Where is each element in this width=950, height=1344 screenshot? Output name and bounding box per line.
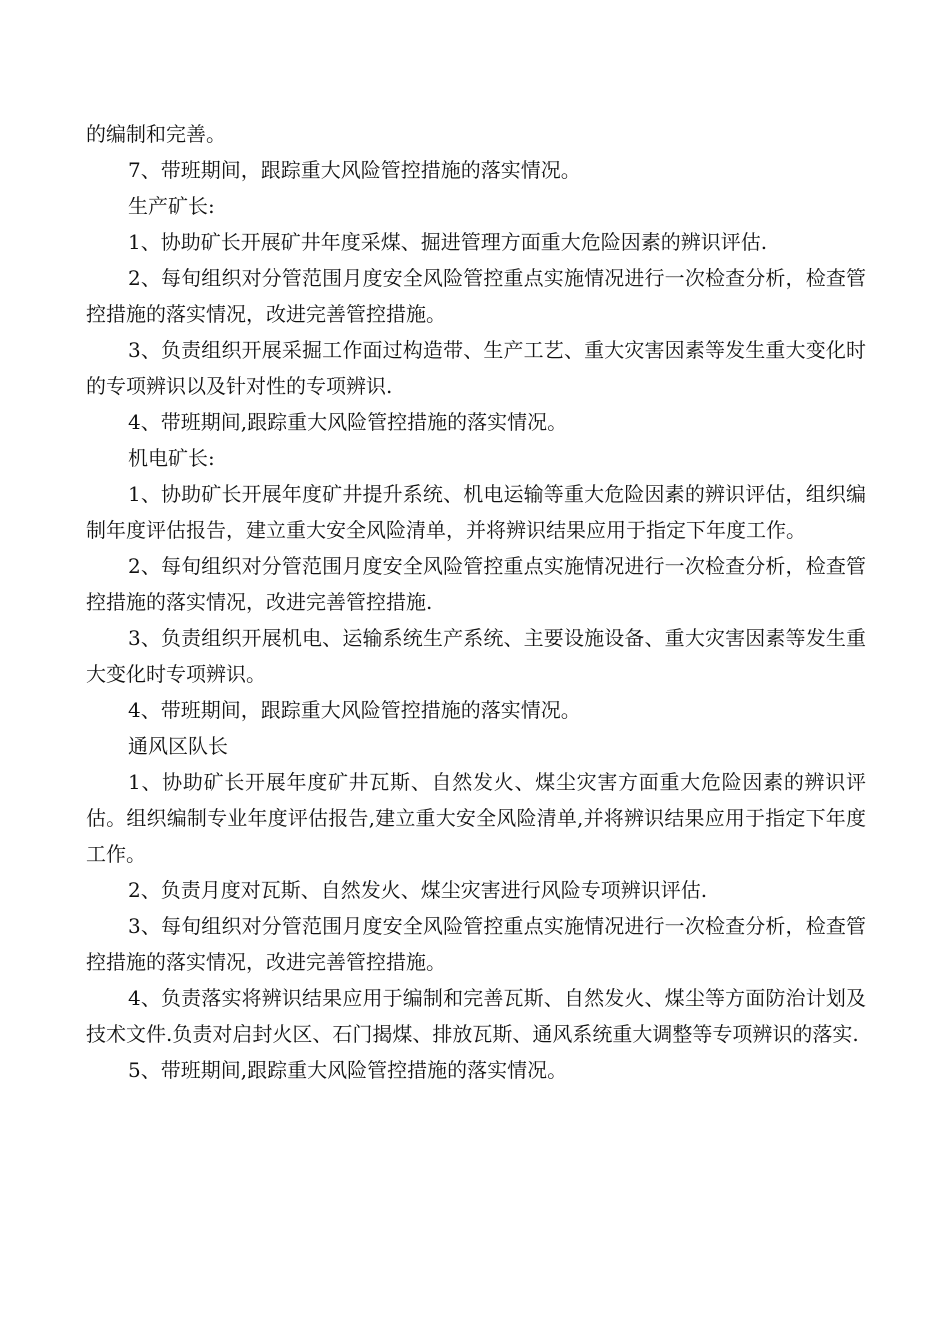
- paragraph: 3、每旬组织对分管范围月度安全风险管控重点实施情况进行一次检查分析，检查管控措施的落实情况，改进完善管控措施。: [86, 914, 866, 974]
- section-heading: 生产矿长:: [128, 194, 215, 218]
- paragraph: 2、每旬组织对分管范围月度安全风险管控重点实施情况进行一次检查分析，检查管控措施的落实情况，改进完善管控措施.: [86, 554, 866, 614]
- section-heading: 通风区队长: [128, 734, 228, 758]
- paragraph: 4、带班期间，跟踪重大风险管控措施的落实情况。: [128, 698, 581, 722]
- paragraph: 1、协助矿长开展矿井年度采煤、掘进管理方面重大危险因素的辨识评估.: [128, 230, 768, 254]
- paragraph: 3、负责组织开展采掘工作面过构造带、生产工艺、重大灾害因素等发生重大变化时的专项辨识以及针对性的专项辨识.: [86, 338, 866, 398]
- paragraph: 2、每旬组织对分管范围月度安全风险管控重点实施情况进行一次检查分析，检查管控措施的落实情况，改进完善管控措施。: [86, 266, 866, 326]
- paragraph: 7、带班期间，跟踪重大风险管控措施的落实情况。: [128, 158, 581, 182]
- section-heading: 机电矿长:: [128, 446, 215, 470]
- paragraph: 1、协助矿长开展年度矿井瓦斯、自然发火、煤尘灾害方面重大危险因素的辨识评估。组织编制专业年度评估报告,建立重大安全风险清单,并将辨识结果应用于指定下年度工作。: [86, 770, 866, 866]
- paragraph: 1、协助矿长开展年度矿井提升系统、机电运输等重大危险因素的辨识评估，组织编制年度评估报告，建立重大安全风险清单，并将辨识结果应用于指定下年度工作。: [86, 482, 866, 542]
- document-body: [86, 116, 866, 1088]
- paragraph: 的编制和完善。: [86, 122, 226, 146]
- paragraph: 2、负责月度对瓦斯、自然发火、煤尘灾害进行风险专项辨识评估.: [128, 878, 708, 902]
- paragraph: 4、带班期间,跟踪重大风险管控措施的落实情况。: [128, 410, 568, 434]
- paragraph: 5、带班期间,跟踪重大风险管控措施的落实情况。: [128, 1058, 568, 1082]
- paragraph: 3、负责组织开展机电、运输系统生产系统、主要设施设备、重大灾害因素等发生重大变化时专项辨识。: [86, 626, 866, 686]
- paragraph: 4、负责落实将辨识结果应用于编制和完善瓦斯、自然发火、煤尘等方面防治计划及技术文件.负责对启封火区、石门揭煤、排放瓦斯、通风系统重大调整等专项辨识的落实.: [86, 986, 866, 1046]
